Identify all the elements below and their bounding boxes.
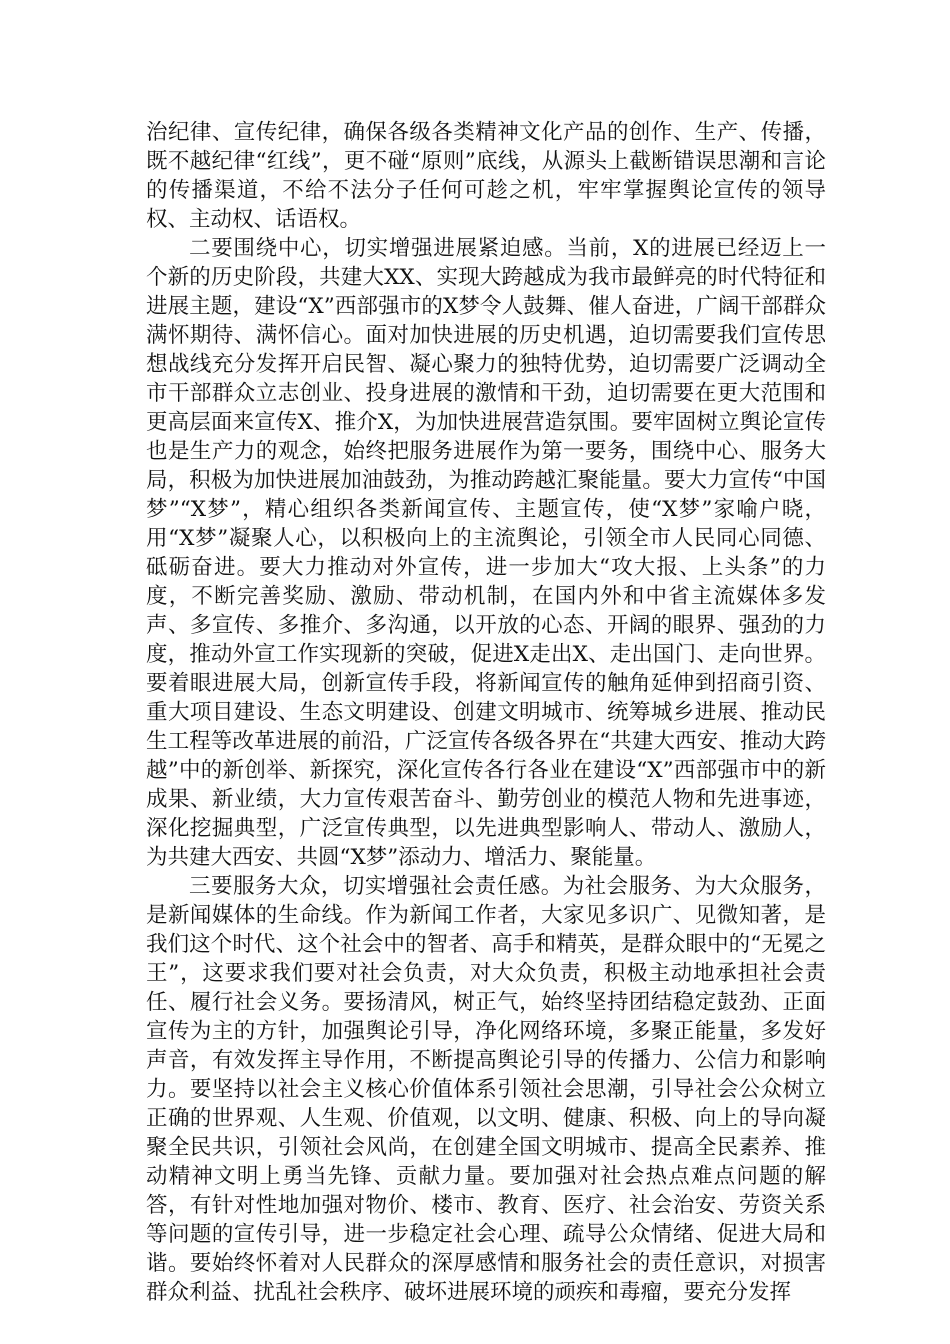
document-page: [146, 118, 826, 1307]
paragraph-serve-center: 二要围绕中心，切实增强进展紧迫感。当前，X的进展已经迈上一个新的历史阶段，共建大XX、实现大跨越成为我市最鲜亮的时代特征和进展主题，建设“X”西部强市的X梦令人鼓舞、催人奋进，广阔干部群众满怀期待、满怀信心。面对加快进展的历史机遇，迫切需要我们宣传思想战线充分发挥开启民智、凝心聚力的独特优势，迫切需要广泛调动全市干部群众立志创业、投身进展的激情和干劲，迫切需要在更大范围和更高层面来宣传X、推介X，为加快进展营造氛围。要牢固树立舆论宣传也是生产力的观念，始终把服务进展作为第一要务，围绕中心、服务大局，积极为加快进展加油鼓劲，为推动跨越汇聚能量。要大力宣传“中国梦”“X梦”，精心组织各类新闻宣传、主题宣传，使“X梦”家喻户晓，用“X梦”凝聚人心，以积极向上的主流舆论，引领全市人民同心同德、砥砺奋进。要大力推动对外宣传，进一步加大“攻大报、上头条”的力度，不断完善奖励、激励、带动机制，在国内外和中省主流媒体多发声、多宣传、多推介、多沟通，以开放的心态、开阔的眼界、强劲的力度，推动外宣工作实现新的突破，促进X走出X、走出国门、走向世界。要着眼进展大局，创新宣传手段，将新闻宣传的触角延伸到招商引资、重大项目建设、生态文明建设、创建文明城市、统筹城乡进展、推动民生工程等改革进展的前沿，广泛宣传各级各界在“共建大西安、推动大跨越”中的新创举、新探究，深化宣传各行各业在建设“X”西部强市中的新成果、新业绩，大力宣传艰苦奋斗、勤劳创业的模范人物和先进事迹，深化挖掘典型，广泛宣传典型，以先进典型影响人、带动人、激励人，为共建大西安、共圆“X梦”添动力、增活力、聚能量。: [146, 236, 826, 870]
paragraph-serve-public: 三要服务大众，切实增强社会责任感。为社会服务、为大众服务，是新闻媒体的生命线。作为新闻工作者，大家见多识广、见微知著，是我们这个时代、这个社会中的智者、高手和精英，是群众眼中的“无冕之王”，这要求我们要对社会负责，对大众负责，积极主动地承担社会责任、履行社会义务。要扬清风，树正气，始终坚持团结稳定鼓劲、正面宣传为主的方针，加强舆论引导，净化网络环境，多聚正能量，多发好声音，有效发挥主导作用，不断提高舆论引导的传播力、公信力和影响力。要坚持以社会主义核心价值体系引领社会思潮，引导社会公众树立正确的世界观、人生观、价值观，以文明、健康、积极、向上的导向凝聚全民共识，引领社会风尚，在创建全国文明城市、提高全民素养、推动精神文明上勇当先锋、贡献力量。要加强对社会热点难点问题的解答，有针对性地加强对物价、楼市、教育、医疗、社会治安、劳资关系等问题的宣传引导，进一步稳定社会心理、疏导公众情绪、促进大局和谐。要始终怀着对人民群众的深厚感情和服务社会的责任意识，对损害群众利益、扰乱社会秩序、破坏进展环境的顽疾和毒瘤，要充分发挥: [146, 874, 826, 1305]
paragraph-discipline: 治纪律、宣传纪律，确保各级各类精神文化产品的创作、生产、传播，既不越纪律“红线”，更不碰“原则”底线，从源头上截断错误思潮和言论的传播渠道，不给不法分子任何可趁之机，牢牢掌握舆论宣传的领导权、主动权、话语权。: [146, 120, 826, 232]
